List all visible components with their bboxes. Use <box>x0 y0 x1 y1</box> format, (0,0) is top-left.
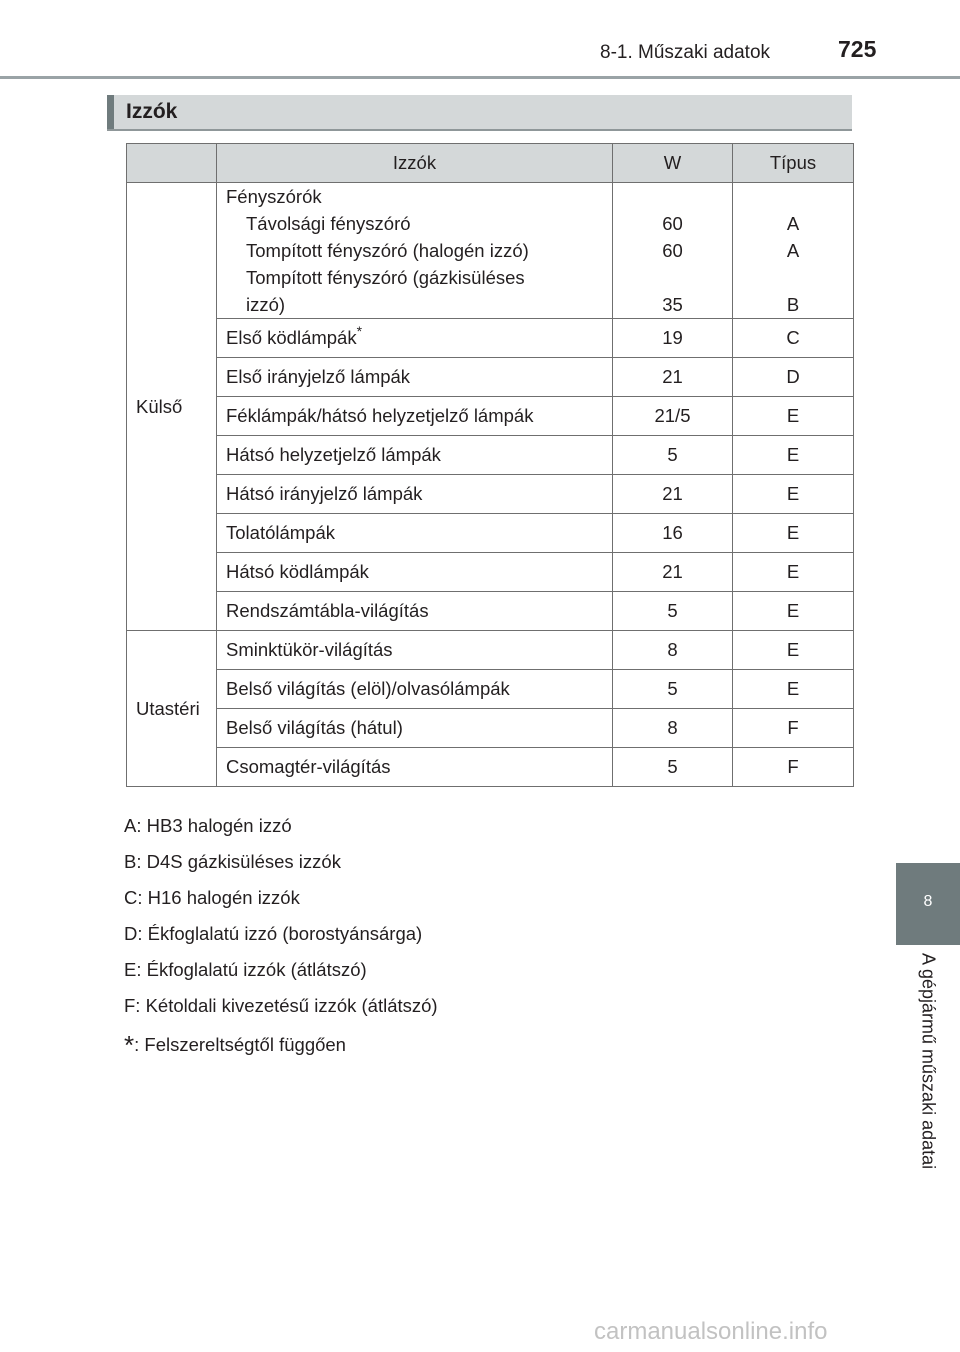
headlamps-title: Fényszórók <box>226 186 322 207</box>
row-watt <box>613 183 733 319</box>
table-row <box>127 592 854 631</box>
row-type: E <box>733 397 854 436</box>
row-type: E <box>733 631 854 670</box>
table-row <box>127 475 854 514</box>
footnote-text: : Felszereltségtől függően <box>134 1034 346 1055</box>
header-divider <box>0 76 960 79</box>
headlamp-type: A <box>786 213 800 234</box>
headlamp-watt: 60 <box>662 240 683 261</box>
row-name: Tolatólámpák <box>217 514 613 553</box>
footnote <box>124 1024 438 1063</box>
row-name: Első irányjelző lámpák <box>217 358 613 397</box>
table-row <box>127 748 854 787</box>
headlamp-name: Távolsági fényszóró <box>246 213 411 234</box>
headlamp-watt: 60 <box>662 213 683 234</box>
row-watt: 16 <box>613 514 733 553</box>
row-type: E <box>733 553 854 592</box>
table-row <box>127 397 854 436</box>
row-name: Sminktükör-világítás <box>217 631 613 670</box>
row-watt: 21 <box>613 358 733 397</box>
group-exterior: Külső <box>127 183 217 631</box>
row-watt: 5 <box>613 592 733 631</box>
row-type: E <box>733 592 854 631</box>
row-type: D <box>733 358 854 397</box>
chapter-side-label <box>896 953 960 1213</box>
row-watt: 5 <box>613 748 733 787</box>
row-name: Hátsó ködlámpák <box>217 553 613 592</box>
table-row <box>127 670 854 709</box>
row-type <box>733 183 854 319</box>
note-line: C: H16 halogén izzók <box>124 887 300 908</box>
table-row <box>127 436 854 475</box>
headlamp-type: A <box>786 240 800 261</box>
chapter-number: 8 <box>923 893 933 910</box>
row-name: Első ködlámpák* <box>217 319 613 358</box>
table-row <box>127 553 854 592</box>
row-watt: 21 <box>613 475 733 514</box>
table-row <box>127 183 854 319</box>
row-type: E <box>733 670 854 709</box>
row-watt: 8 <box>613 631 733 670</box>
asterisk-mark: * <box>124 1030 135 1060</box>
row-type: E <box>733 436 854 475</box>
table-row <box>127 319 854 358</box>
section-heading-bar <box>107 95 852 131</box>
row-name: Csomagtér-világítás <box>217 748 613 787</box>
asterisk-mark: * <box>356 323 363 339</box>
note-line: D: Ékfoglalatú izzó (borostyánsárga) <box>124 923 423 944</box>
note-line: E: Ékfoglalatú izzók (átlátszó) <box>124 959 367 980</box>
row-type: E <box>733 514 854 553</box>
watermark-text: carmanualsonline.info <box>594 1318 828 1345</box>
header-watt: W <box>613 144 733 183</box>
row-type: E <box>733 475 854 514</box>
table-header-row <box>127 144 854 183</box>
header-group <box>127 144 217 183</box>
legend-notes <box>124 808 438 1063</box>
section-accent-bar <box>107 95 114 129</box>
row-name: Hátsó helyzetjelző lámpák <box>217 436 613 475</box>
headlamp-name: Tompított fényszóró (halogén izzó) <box>246 240 529 261</box>
row-type: C <box>733 319 854 358</box>
table-row <box>127 358 854 397</box>
header-bulbs: Izzók <box>217 144 613 183</box>
header-type: Típus <box>733 144 854 183</box>
headlamp-name: Tompított fényszóró (gázkisüléses <box>246 267 525 288</box>
note-line: A: HB3 halogén izzó <box>124 815 292 836</box>
row-name: Féklámpák/hátsó helyzetjelző lámpák <box>217 397 613 436</box>
row-name: Rendszámtábla-világítás <box>217 592 613 631</box>
table-row <box>127 631 854 670</box>
row-watt: 8 <box>613 709 733 748</box>
chapter-label-text: A gépjármű műszaki adatai <box>918 953 939 1170</box>
headlamp-watt: 35 <box>662 294 683 315</box>
table-row <box>127 709 854 748</box>
group-interior: Utastéri <box>127 631 217 787</box>
row-watt: 5 <box>613 670 733 709</box>
row-type: F <box>733 748 854 787</box>
page-number: 725 <box>838 36 877 62</box>
note-line: B: D4S gázkisüléses izzók <box>124 851 341 872</box>
headlamp-name: izzó) <box>246 294 286 315</box>
row-type: F <box>733 709 854 748</box>
row-watt: 19 <box>613 319 733 358</box>
row-watt: 21/5 <box>613 397 733 436</box>
row-name: Belső világítás (elöl)/olvasólámpák <box>217 670 613 709</box>
row-watt: 21 <box>613 553 733 592</box>
bulb-table <box>126 143 854 787</box>
chapter-tab[interactable] <box>896 863 960 945</box>
row-name: Belső világítás (hátul) <box>217 709 613 748</box>
note-line: F: Kétoldali kivezetésű izzók (átlátszó) <box>124 995 438 1016</box>
header-section-title: 8-1. Műszaki adatok <box>600 42 771 63</box>
row-watt: 5 <box>613 436 733 475</box>
headlamp-type: B <box>786 294 800 315</box>
row-name: Hátsó irányjelző lámpák <box>217 475 613 514</box>
row-name <box>217 183 613 319</box>
section-title: Izzók <box>126 100 178 123</box>
table-row <box>127 514 854 553</box>
